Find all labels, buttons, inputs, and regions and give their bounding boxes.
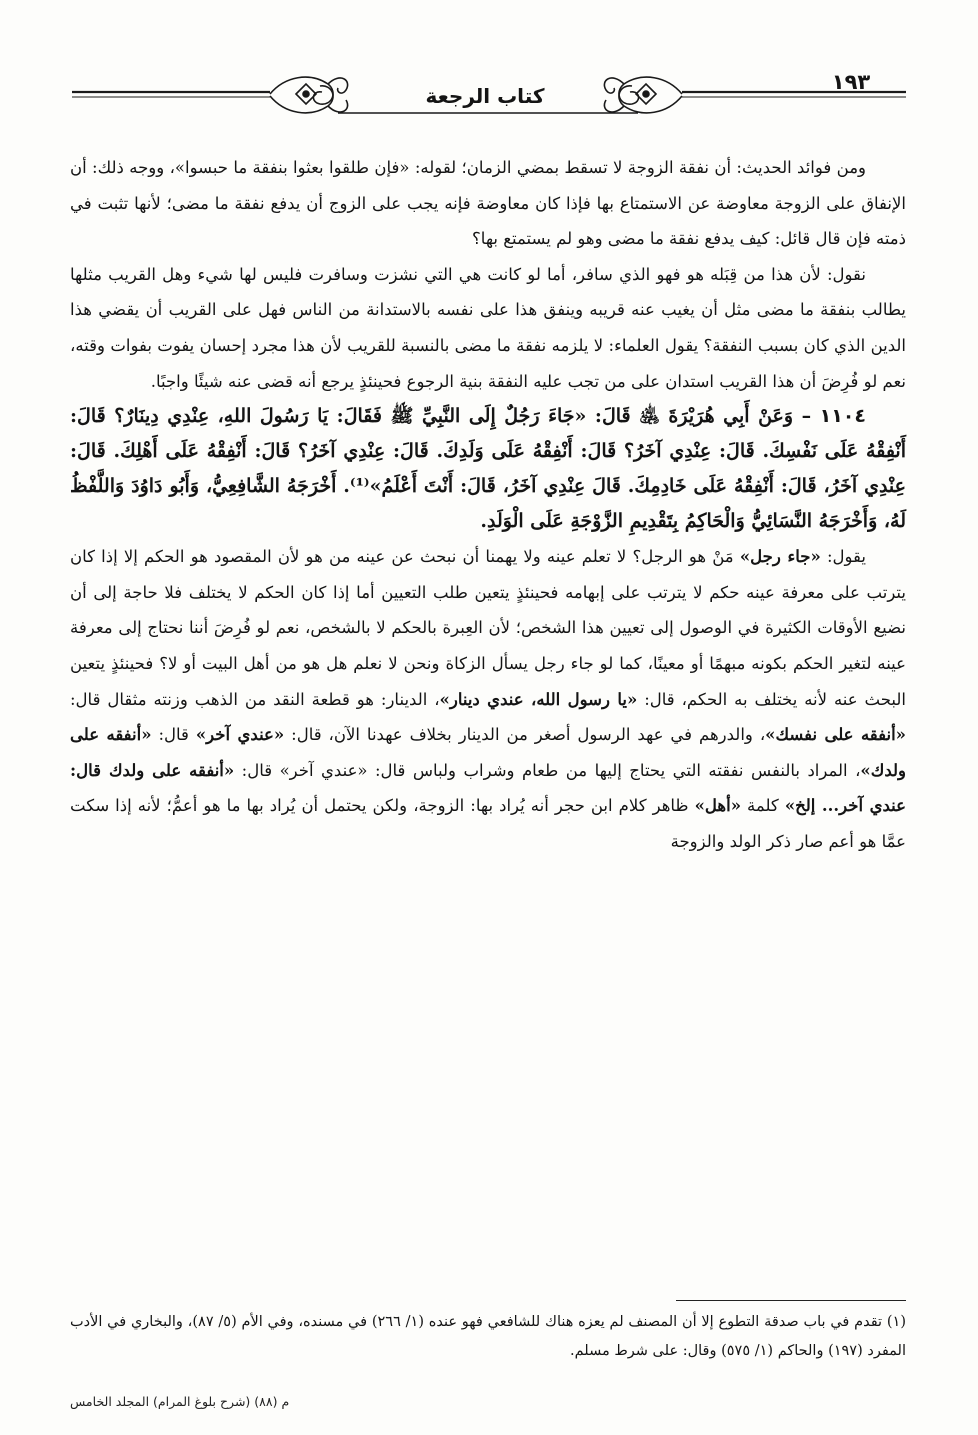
p3-quote-4: «عندي آخر»	[195, 725, 285, 745]
paragraph-3	[70, 539, 906, 859]
footnote-divider	[676, 1300, 906, 1301]
hadith-body: – وَعَنْ أَبِي هُرَيْرَةَ ﵁ قَالَ: «جَاءَ رَجُلٌ إِلَى النَّبِيِّ ﷺ فَقَالَ: يَا رَسُولَ اللهِ، عِنْدِي دِينَارٌ؟ قَالَ: أَنْفِقْهُ عَلَى نَفْسِكَ. قَالَ: عِنْدِي آخَرُ؟ قَالَ: أَنْفِقْهُ عَلَى وَلَدِكَ. قَالَ: عِنْدِي آخَرُ؟ قَالَ: أَنْفِقْهُ عَلَى أَهْلِكَ. قَالَ: عِنْدِي آخَرُ، قَالَ: أَنْفِقْهُ عَلَى خَادِمِكَ. قَالَ عِنْدِي آخَرُ، قَالَ: أَنْتَ أَعْلَمُ»⁽¹⁾. أَخْرَجَهُ الشَّافِعِيُّ، وَأَبُو دَاوُدَ وَاللَّفْظُ لَهُ، وَأَخْرَجَهُ النَّسَائِيُّ وَالْحَاكِمُ بِتَقْدِيمِ الزَّوْجَةِ عَلَى الْوَلَدِ.	[70, 405, 906, 533]
p3-text-d: ، الدينار: هو قطعة النقد من الذهب وزنته مثقال قال:	[70, 689, 440, 709]
page-footer-signature: م (٨٨) (شرح بلوغ المرام) المجلد الخامس	[70, 1394, 290, 1409]
paragraph-2: نقول: لأن هذا من قِبَله هو فهو الذي سافر، أما لو كانت هي التي نشزت وسافرت فليس لها شيء وهل القريب مثلها يطالب بنفقة ما مضى مثل أن يغيب عنه قريبه وينفق هذا على نفسه بالاستدانة من الناس فهل على القريب أن يقضي هذا الدين الذي كان بسبب النفقة؟ يقول العلماء: لا يلزمه نفقة ما مضى بالنسبة للقريب لأن هذا مجرد إحسان يفوت بفوات وقته، نعم لو فُرِضَ أن هذا القريب استدان على من تجب عليه النفقة بنية الرجوع فحينئذٍ يرجع أنه قضى عنه شيئًا واجبًا.	[70, 264, 906, 391]
p3-text-g: ، المراد بالنفس نفقته التي يحتاج إليها من طعام وشراب ولباس قال: «عندي آخر» قال:	[234, 760, 861, 780]
p3-text-i: ظاهر كلام ابن حجر أنه يُراد بها: الزوجة، ولكن يحتمل أن يُراد بها ما هو أعمُّ؛ لأنه إذا سكت عمَّا هو أعم صار ذكر الولد والزوجة	[70, 796, 906, 851]
p3-text-h: كلمة	[741, 796, 785, 816]
page-header	[70, 62, 906, 128]
page-number: ١٩٣	[831, 70, 871, 94]
body-text	[70, 150, 906, 860]
paragraph-1: ومن فوائد الحديث: أن نفقة الزوجة لا تسقط بمضي الزمان؛ لقوله: «فإن طلقوا بعثوا بنفقة ما حبسوا»، ووجه ذلك: أن الإنفاق على الزوجة معاوضة عن الاستمتاع بها فإذا كان معاوضة فإنه يجب على الزوج أن يدفع نفقة ما مضى؛ لأنها تثبت في ذمته فإن قال قائل: كيف يدفع نفقة ما مضى وهو لم يستمتع بها؟	[70, 158, 906, 249]
hadith-text	[70, 399, 906, 539]
p3-text-e: ، والدرهم في عهد الرسول أصغر من الدينار بخلاف عهدنا الآن، قال:	[284, 725, 766, 745]
p3-quote-3: «أنفقه على نفسك»	[765, 725, 906, 745]
footnotes	[70, 1308, 906, 1366]
p3-text-f: قال:	[151, 725, 196, 745]
p3-quote-1: «جاء رجل»	[739, 547, 821, 567]
p3-text-a: يقول:	[820, 547, 866, 567]
footnote-1: (١) تقدم في باب صدقة التطوع إلا أن المصنف لم يعزه هناك للشافعي فهو عنده (١/ ٢٦٦) في مسنده، وفي الأم (٥/ ٨٧)، والبخاري في الأدب المفرد (١٩٧) والحاكم (١/ ٥٧٥) وقال: على شرط مسلم.	[70, 1314, 906, 1359]
p3-quote-7: «أهل»	[694, 796, 742, 816]
p3-quote-2: «يا رسول الله، عندي دينار»	[439, 689, 638, 709]
p3-quote-6: «أنفقه على ولدك قال: عندي آخر... إلخ»	[70, 760, 906, 816]
p3-quote-5: «أنفقه على ولدك»	[70, 725, 906, 780]
hadith-number: ١١٠٤	[819, 405, 866, 428]
book-page	[70, 62, 906, 1422]
p3-text-c: مَنْ هو الرجل؟ لا تعلم عينه ولا يهمنا أن نبحث عن عينه من هو لأن المقصود هو الحكم إلا إذا كان يترتب على معرفة عينه حكم لا يترتب على إبهامه فحينئذٍ يتعين طلب التعيين أما إذا كان الحكم لا يختلف فلا حاجة إلى أن نضيع الأوقات الكثيرة في الوصول إلى تعيين هذا الشخص؛ لأن العِبرة بالحكم لا بالشخص، نعم لو فُرِضَ أننا نحتاج إلى معرفة عينه لتغير الحكم بكونه مبهمًا أو معينًا، كما لو جاء رجل يسأل الزكاة ونحن لا نعلم هل هو من أهل البيت أو لا؟ فحينئذٍ يتعين البحث عنه لأنه يختلف به الحكم، قال:	[70, 547, 906, 709]
running-title: كتاب الرجعة	[425, 84, 545, 108]
